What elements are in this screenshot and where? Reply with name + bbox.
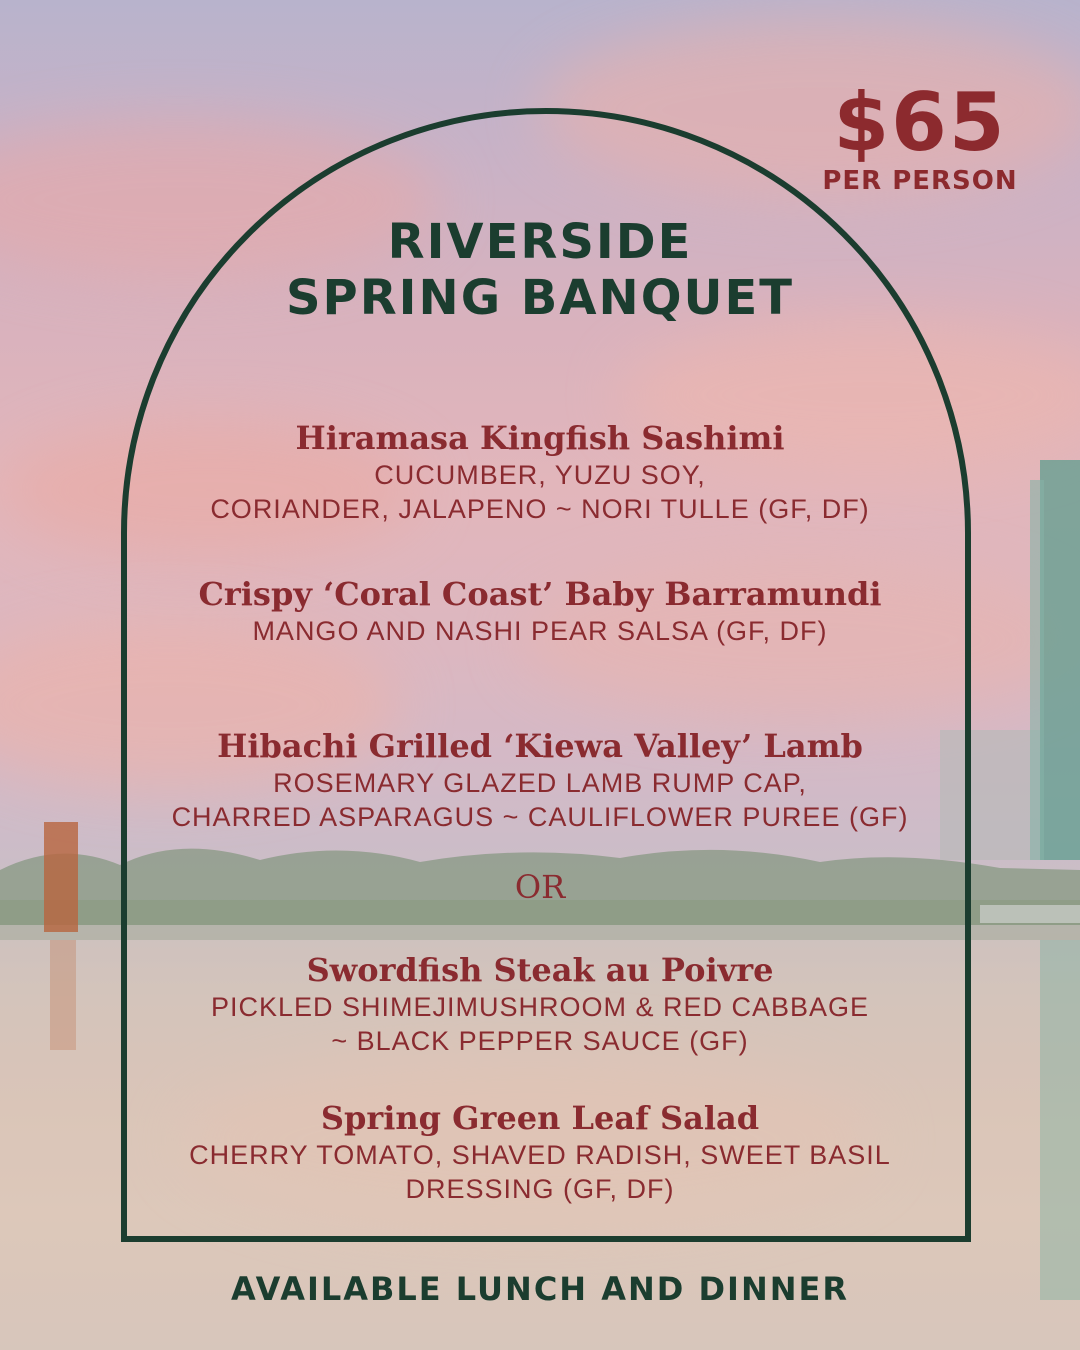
dish-name: Crispy ‘Coral Coast’ Baby Barramundi <box>198 575 882 613</box>
menu-item <box>130 1098 950 1206</box>
menu-item <box>130 418 950 526</box>
dish-name: Spring Green Leaf Salad <box>320 1099 760 1137</box>
menu-title-line2: SPRING BANQUET <box>285 270 795 326</box>
dish-description: CORIANDER, JALAPENO ~ NORI TULLE (GF, DF) <box>210 494 870 524</box>
dish-name: Hiramasa Kingfish Sashimi <box>295 419 785 457</box>
dish-description: ~ BLACK PEPPER SAUCE (GF) <box>331 1026 749 1056</box>
dish-description: CHERRY TOMATO, SHAVED RADISH, SWEET BASIL <box>189 1140 891 1170</box>
menu-item <box>130 950 950 1058</box>
menu-item <box>130 574 950 648</box>
or-separator: OR <box>514 868 566 906</box>
availability-note: AVAILABLE LUNCH AND DINNER <box>231 1270 849 1308</box>
menu-item <box>130 726 950 834</box>
dish-description: ROSEMARY GLAZED LAMB RUMP CAP, <box>273 768 807 798</box>
dish-name: Hibachi Grilled ‘Kiewa Valley’ Lamb <box>217 727 863 765</box>
dish-description: CHARRED ASPARAGUS ~ CAULIFLOWER PUREE (GF) <box>171 802 909 832</box>
price-amount: $65 <box>833 76 1007 169</box>
price-unit: PER PERSON <box>822 166 1018 196</box>
dish-description: MANGO AND NASHI PEAR SALSA (GF, DF) <box>252 616 828 646</box>
dish-description: PICKLED SHIMEJIMUSHROOM & RED CABBAGE <box>210 992 870 1022</box>
dish-description: CUCUMBER, YUZU SOY, <box>374 460 706 490</box>
menu-title-line1: RIVERSIDE <box>387 214 693 270</box>
dish-description: DRESSING (GF, DF) <box>405 1174 675 1204</box>
dish-name: Swordfish Steak au Poivre <box>306 951 774 989</box>
